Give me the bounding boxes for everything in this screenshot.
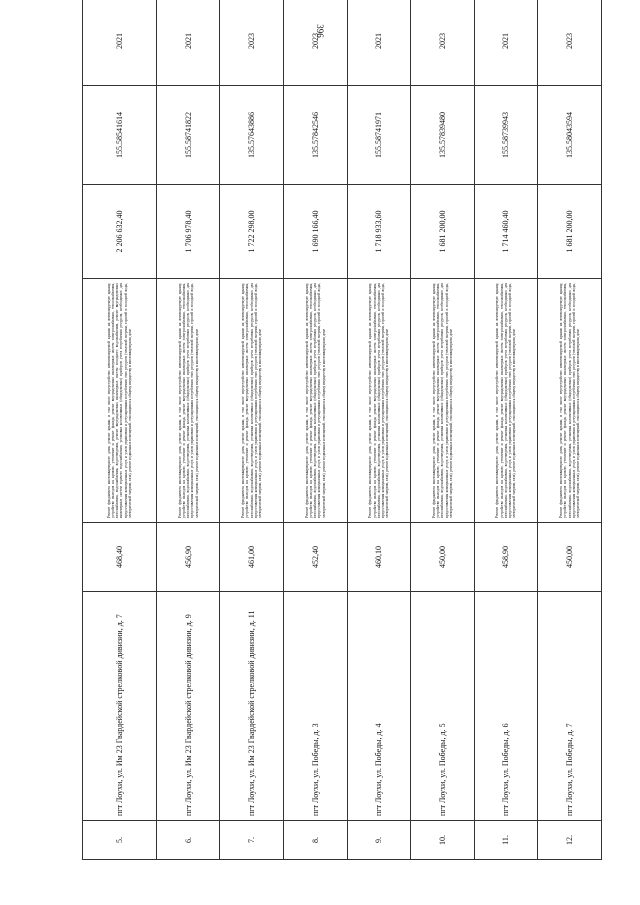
cost-cell: 1 681 200,00 [411, 185, 475, 279]
row-number-cell: 7. [220, 821, 284, 860]
row-number-cell: 5. [83, 821, 157, 860]
address-cell: пгт Лоухи, ул. Победы, д. 4 [347, 592, 411, 821]
works-cell: Ремонт фундамента многоквартирного дома, ремонт крыши, в том числе переустройство невентилируемой крыши на вентилируемую крышу, устройство выходов на кровлю, утепление и ремонт фасада, ремонт внутридомовых инженерных систем электроснабжения, теплоснабжения, газоснабжения, водоснабжения, водоотведения, установка коллективных (общедомовых) приборов учета потребления ресурсов, необходимых для предоставления коммунальных услуг, и узлов управления и регулирования потребления этих ресурсов (тепловой энергии, горячей и холодной воды, электрической энергии, газа), ремонт подвальных помещений, относящихся к общему имуществу в многоквартирном доме [347, 279, 411, 523]
works-cell: Ремонт фундамента многоквартирного дома, ремонт крыши, в том числе переустройство невентилируемой крыши на вентилируемую крышу, устройство выходов на кровлю, утепление и ремонт фасада, ремонт внутридомовых инженерных систем электроснабжения, теплоснабжения, газоснабжения, водоснабжения, водоотведения, установка коллективных (общедомовых) приборов учета потребления ресурсов, необходимых для предоставления коммунальных услуг, и узлов управления и регулирования потребления этих ресурсов (тепловой энергии, горячей и холодной воды, электрической энергии, газа), ремонт подвальных помещений, относящихся к общему имуществу в многоквартирном доме [156, 279, 220, 523]
code-cell: 155.58741971 [347, 86, 411, 185]
row-number-cell: 11. [474, 821, 538, 860]
works-cell: Ремонт фундамента многоквартирного дома, ремонт крыши, в том числе переустройство невентилируемой крыши на вентилируемую крышу, устройство выходов на кровлю, утепление и ремонт фасада, ремонт внутридомовых инженерных систем электроснабжения, теплоснабжения, газоснабжения, водоснабжения, водоотведения, установка коллективных (общедомовых) приборов учета потребления ресурсов, необходимых для предоставления коммунальных услуг, и узлов управления и регулирования потребления этих ресурсов (тепловой энергии, горячей и холодной воды, электрической энергии, газа), ремонт подвальных помещений, относящихся к общему имуществу в многоквартирном доме [411, 279, 475, 523]
area-cell: 458,90 [474, 523, 538, 592]
row-number-cell: 12. [538, 821, 602, 860]
table-row [156, 0, 220, 860]
code-cell: 135.57839480 [411, 86, 475, 185]
cost-cell: 1 722 298,00 [220, 185, 284, 279]
year-cell: 2023 [411, 0, 475, 86]
address-cell: пгт Лоухи, ул. Победы, д. 3 [284, 592, 348, 821]
table-row [347, 0, 411, 860]
works-cell: Ремонт фундамента многоквартирного дома, ремонт крыши, в том числе переустройство невентилируемой крыши на вентилируемую крышу, устройство выходов на кровлю, утепление и ремонт фасада, ремонт внутридомовых инженерных систем электроснабжения, теплоснабжения, газоснабжения, водоснабжения, водоотведения, установка коллективных (общедомовых) приборов учета потребления ресурсов, необходимых для предоставления коммунальных услуг, и узлов управления и регулирования потребления этих ресурсов (тепловой энергии, горячей и холодной воды, электрической энергии, газа), ремонт подвальных помещений, относящихся к общему имуществу в многоквартирном доме [538, 279, 602, 523]
table-row [411, 0, 475, 860]
table-row [83, 0, 157, 860]
document-page [82, 33, 602, 860]
works-cell: Ремонт фундамента многоквартирного дома, ремонт крыши, в том числе переустройство невентилируемой крыши на вентилируемую крышу, устройство выходов на кровлю, утепление и ремонт фасада, ремонт внутридомовых инженерных систем электроснабжения, теплоснабжения, газоснабжения, водоснабжения, водоотведения, установка коллективных (общедомовых) приборов учета потребления ресурсов, необходимых для предоставления коммунальных услуг, и узлов управления и регулирования потребления этих ресурсов (тепловой энергии, горячей и холодной воды, электрической энергии, газа), ремонт подвальных помещений, относящихся к общему имуществу в многоквартирном доме [474, 279, 538, 523]
area-cell: 452,40 [284, 523, 348, 592]
rotated-table-container [82, 33, 602, 860]
table-row [220, 0, 284, 860]
address-cell: пгт Лоухи, ул. Им 23 Гвардейской стрелковой дивизии, д. 11 [220, 592, 284, 821]
works-cell: Ремонт фундамента многоквартирного дома, ремонт крыши, в том числе переустройство невентилируемой крыши на вентилируемую крышу, устройство выходов на кровлю, утепление и ремонт фасада, ремонт внутридомовых инженерных систем электроснабжения, теплоснабжения, газоснабжения, водоснабжения, водоотведения, ремонт внутридомовых инженерных систем холодного водоснабжения, ремонт внутридомовых инженерных систем горячего водоснабжения, установка коллективных (общедомовых) приборов учета потребления ресурсов, необходимых для предоставления коммунальных услуг, и узлов управления и регулирования потребления этих ресурсов (тепловой энергии, горячей и холодной воды, электрической энергии, газа), ремонт подвальных помещений, относящихся к общему имуществу в многоквартирном доме [83, 279, 157, 523]
row-number-cell: 8. [284, 821, 348, 860]
table-row [538, 0, 602, 860]
address-cell: пгт Лоухи, ул. Победы, д. 7 [538, 592, 602, 821]
year-cell: 2023 [538, 0, 602, 86]
cost-cell: 1 706 978,40 [156, 185, 220, 279]
table-body [83, 0, 602, 860]
repair-program-table [82, 0, 602, 860]
cost-cell: 1 690 166,40 [284, 185, 348, 279]
year-cell: 2021 [83, 0, 157, 86]
row-number-cell: 10. [411, 821, 475, 860]
area-cell: 460,10 [347, 523, 411, 592]
address-cell: пгт Лоухи, ул. Победы, д. 5 [411, 592, 475, 821]
code-cell: 135.57643886 [220, 86, 284, 185]
address-cell: пгт Лоухи, ул. Им 23 Гвардейской стрелковой дивизии, д. 9 [156, 592, 220, 821]
works-cell: Ремонт фундамента многоквартирного дома, ремонт крыши, в том числе переустройство невентилируемой крыши на вентилируемую крышу, устройство выходов на кровлю, утепление и ремонт фасада, ремонт внутридомовых инженерных систем электроснабжения, теплоснабжения, газоснабжения, водоснабжения, водоотведения, установка коллективных (общедомовых) приборов учета потребления ресурсов, необходимых для предоставления коммунальных услуг, и узлов управления и регулирования потребления этих ресурсов (тепловой энергии, горячей и холодной воды, электрической энергии, газа), ремонт подвальных помещений, относящихся к общему имуществу в многоквартирном доме [284, 279, 348, 523]
page-number: 396 [315, 24, 325, 38]
cost-cell: 1 718 933,60 [347, 185, 411, 279]
table-row [284, 0, 348, 860]
row-number-cell: 6. [156, 821, 220, 860]
table-row [474, 0, 538, 860]
cost-cell: 1 681 200,00 [538, 185, 602, 279]
address-cell: пгт Лоухи, ул. Им 23 Гвардейской стрелковой дивизии, д. 7 [83, 592, 157, 821]
address-cell: пгт Лоухи, ул. Победы, д. 6 [474, 592, 538, 821]
code-cell: 135.57842546 [284, 86, 348, 185]
works-cell: Ремонт фундамента многоквартирного дома, ремонт крыши, в том числе переустройство невентилируемой крыши на вентилируемую крышу, устройство выходов на кровлю, утепление и ремонт фасада, ремонт внутридомовых инженерных систем электроснабжения, теплоснабжения, газоснабжения, водоснабжения, водоотведения, установка коллективных (общедомовых) приборов учета потребления ресурсов, необходимых для предоставления коммунальных услуг, и узлов управления и регулирования потребления этих ресурсов (тепловой энергии, горячей и холодной воды, электрической энергии, газа), ремонт подвальных помещений, относящихся к общему имуществу в многоквартирном доме [220, 279, 284, 523]
year-cell: 2023 [220, 0, 284, 86]
cost-cell: 2 206 632,40 [83, 185, 157, 279]
area-cell: 456,90 [156, 523, 220, 592]
year-cell: 2021 [156, 0, 220, 86]
area-cell: 468,40 [83, 523, 157, 592]
year-cell: 2021 [474, 0, 538, 86]
area-cell: 450,00 [538, 523, 602, 592]
area-cell: 461,00 [220, 523, 284, 592]
code-cell: 155.58739943 [474, 86, 538, 185]
cost-cell: 1 714 460,40 [474, 185, 538, 279]
year-cell: 2023 [284, 0, 348, 86]
code-cell: 155.58541614 [83, 86, 157, 185]
row-number-cell: 9. [347, 821, 411, 860]
year-cell: 2021 [347, 0, 411, 86]
code-cell: 135.58043594 [538, 86, 602, 185]
area-cell: 450,00 [411, 523, 475, 592]
code-cell: 155.58741822 [156, 86, 220, 185]
